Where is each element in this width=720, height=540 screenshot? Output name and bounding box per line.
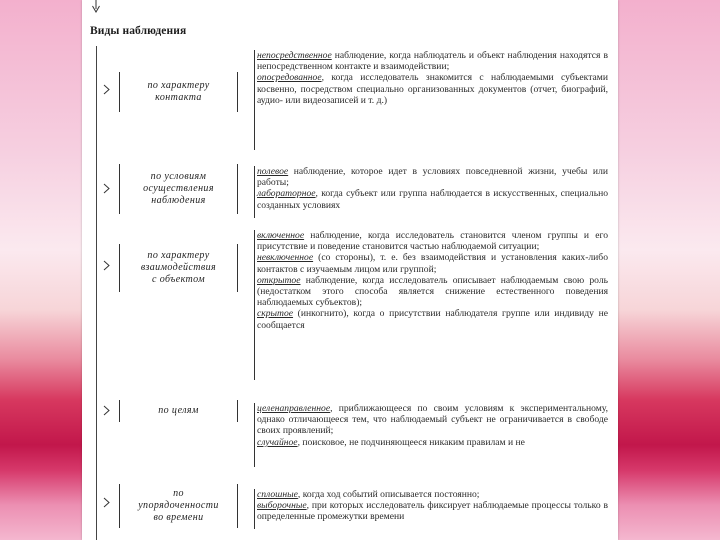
description-text: , когда субъект или группа наблюдается в искусственных, специально созданных условиях <box>257 188 608 211</box>
right-arrow-icon <box>103 183 110 194</box>
description-item <box>257 230 608 252</box>
observation-term: случайное <box>257 436 298 448</box>
category-label <box>119 400 238 422</box>
right-arrow-icon <box>103 84 110 95</box>
description-item <box>257 72 608 106</box>
category-description <box>254 489 608 529</box>
description-item <box>257 252 608 274</box>
description-item <box>257 50 608 72</box>
observation-term: сплошные <box>257 489 298 500</box>
category-line: упорядоченности <box>138 500 219 511</box>
observation-term: выборочные <box>257 500 307 512</box>
right-arrow-icon <box>103 405 110 416</box>
category-line: взаимодействия <box>140 262 217 273</box>
category-line: по <box>173 488 184 499</box>
category-description <box>254 230 608 380</box>
observation-term: непосредственное <box>257 50 332 61</box>
observation-term: лабораторное <box>257 188 316 200</box>
category-label <box>119 244 238 292</box>
observation-term: невключенное <box>257 252 314 264</box>
observation-term: опосредованное <box>257 72 322 84</box>
category-line: осуществления <box>143 183 214 194</box>
observation-term: включенное <box>257 230 305 241</box>
down-arrow-icon <box>91 0 101 14</box>
category-label <box>119 484 238 528</box>
description-text: наблюдение, когда наблюдатель и объект наблюдения находятся в непосредственном контакте и взаимодействии; <box>257 50 608 73</box>
description-item <box>257 188 608 210</box>
description-text: , приближающееся по своим условиям к экспериментальному, однако отличающееся тем, что наблюдаемый субъект не ограничивается в свободе своих проявлений; <box>257 403 608 437</box>
description-text: , когда ход событий описывается постоянно; <box>297 489 480 500</box>
category-line: по характеру <box>147 250 210 261</box>
category-line: контакта <box>155 92 202 103</box>
observation-term: открытое <box>257 274 301 286</box>
category-description <box>254 403 608 467</box>
category-label <box>119 164 238 214</box>
description-item <box>257 500 608 522</box>
description-text: , при которых исследователь фиксирует наблюдаемые процессы только в определенные промежутки времени <box>257 500 608 523</box>
document-page <box>82 0 618 540</box>
description-text: (инкогнито), когда о присутствии наблюдателя группе или индивиду не сообщается <box>257 308 608 331</box>
connector-line <box>96 46 97 540</box>
category-label <box>119 72 238 112</box>
category-line: с объектом <box>152 274 205 285</box>
description-item <box>257 403 608 437</box>
observation-term: скрытое <box>257 308 294 320</box>
description-item <box>257 166 608 188</box>
description-item <box>257 275 608 309</box>
category-line: по целям <box>158 405 199 416</box>
observation-term: целенаправленное <box>257 403 331 414</box>
category-line: во времени <box>153 512 204 523</box>
description-text: наблюдение, которое идет в условиях повседневной жизни, учебы или работы; <box>257 166 608 189</box>
description-item <box>257 489 608 500</box>
right-arrow-icon <box>103 497 110 508</box>
description-text: наблюдение, когда исследователь становится членом группы и его присутствие и поведение становится частью наблюдаемой ситуации; <box>257 230 608 253</box>
category-line: по характеру <box>147 80 210 91</box>
category-line: наблюдения <box>151 195 206 206</box>
category-line: по условиям <box>150 171 207 182</box>
description-text: наблюдение, когда исследователь описывает наблюдаемым свою роль (недостатком этого способа является снижение естественного поведения наблюдаемых субъектов); <box>257 274 608 309</box>
description-text: , когда исследователь знакомится с наблюдаемыми субъектами косвенно, посредством специально организованных документов (отчет, биографий, аудио- или видеозаписей и т. д.) <box>257 72 608 106</box>
category-description <box>254 166 608 218</box>
description-item <box>257 308 608 330</box>
description-text: , поисковое, не подчиняющееся никаким правилам и не <box>297 436 525 448</box>
observation-term: полевое <box>257 166 289 177</box>
right-arrow-icon <box>103 260 110 271</box>
category-description <box>254 50 608 150</box>
description-text: (со стороны), т. е. без взаимодействия и установления каких-либо контактов с изучаемым лицом или группой; <box>257 252 608 275</box>
page-title: Виды наблюдения <box>90 25 187 37</box>
description-item <box>257 437 608 448</box>
